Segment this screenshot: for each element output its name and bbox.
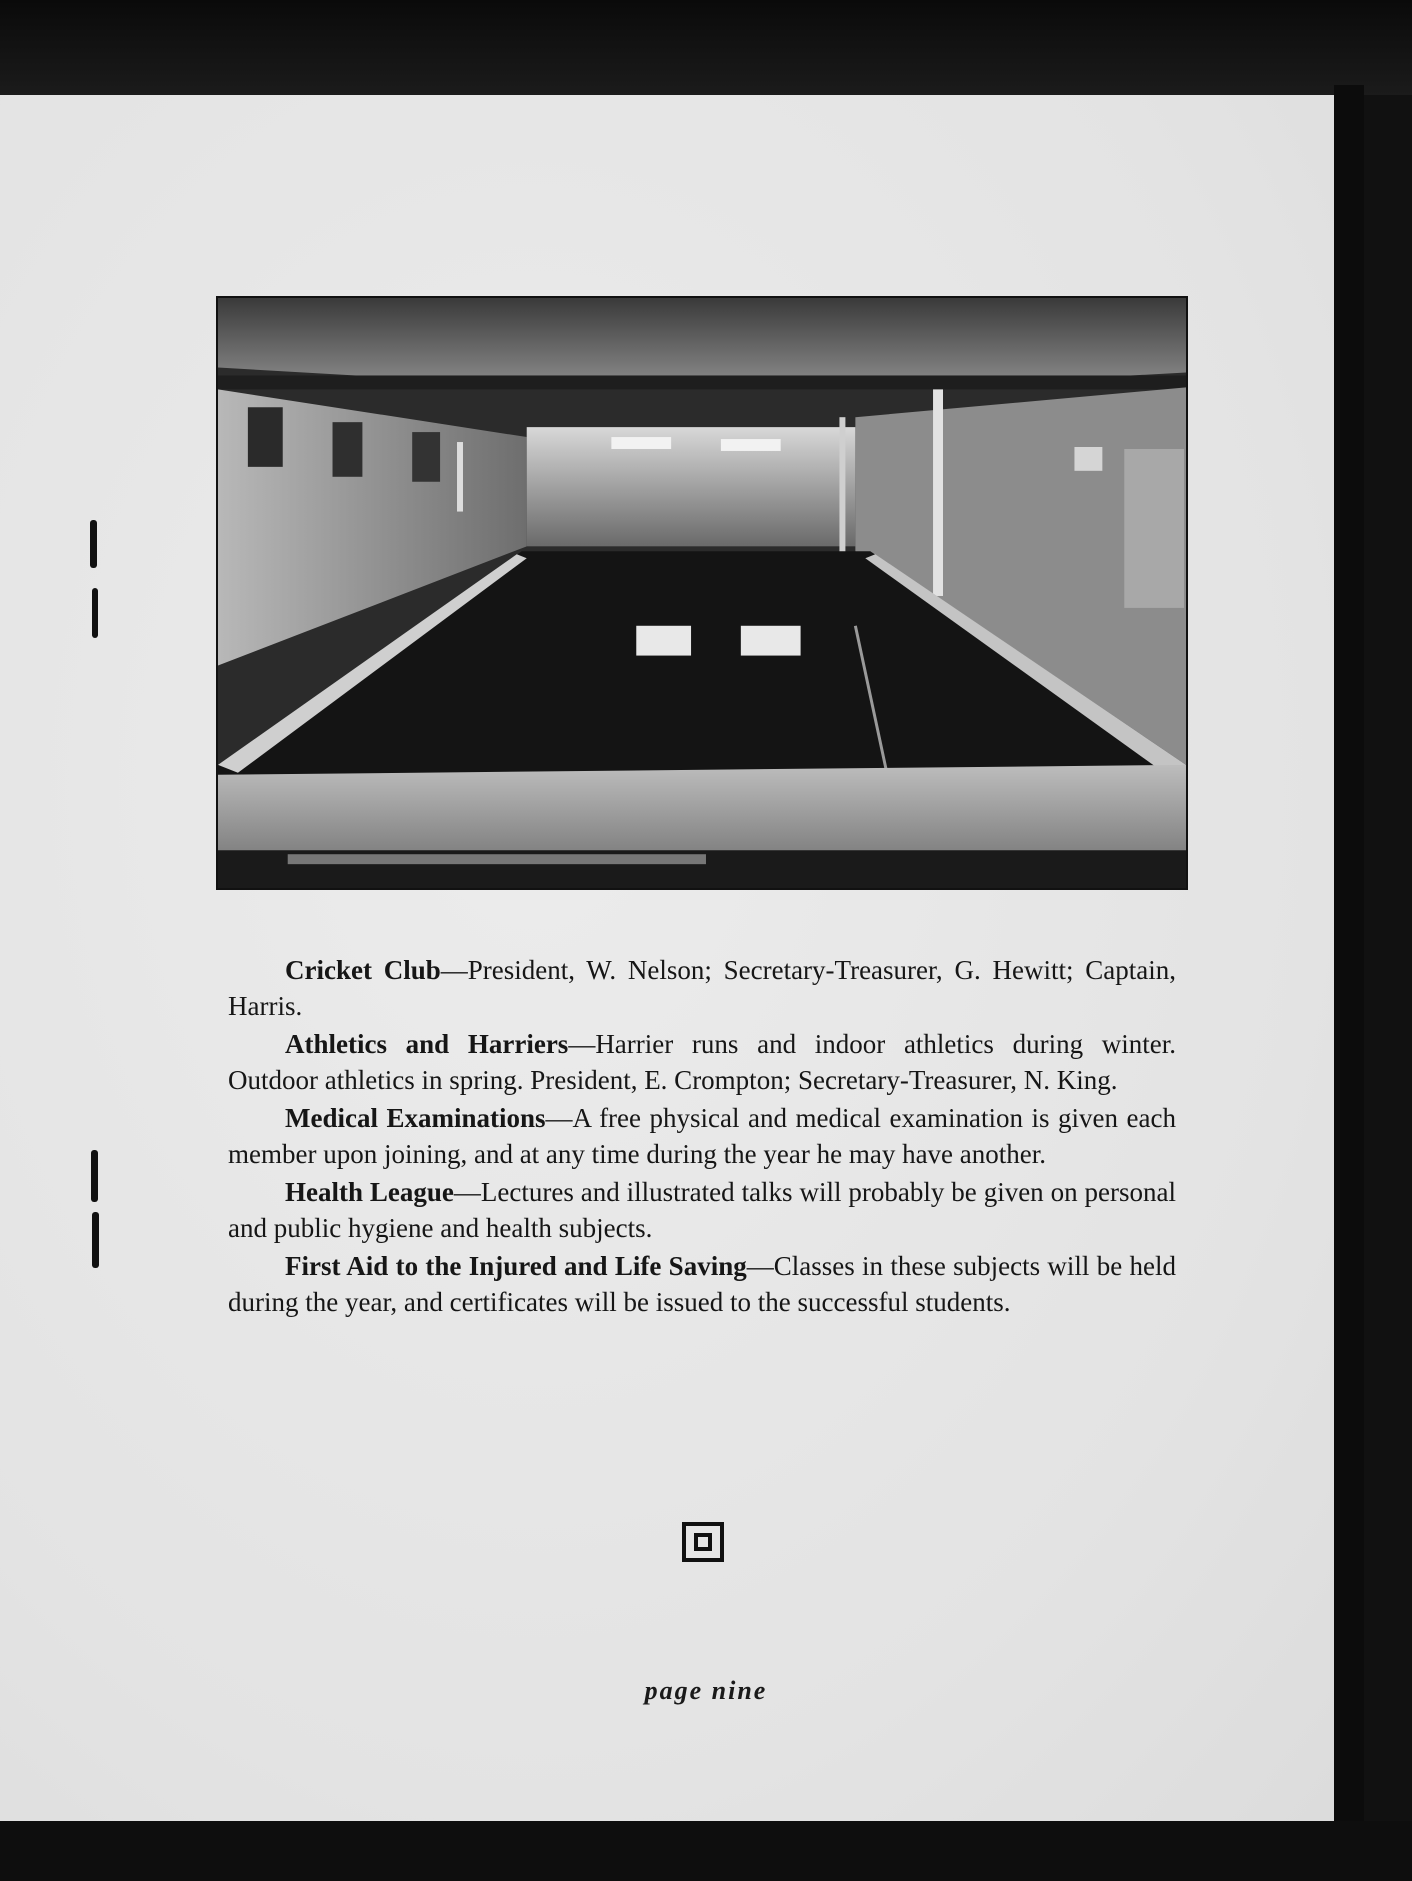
- paragraph-body: —A free physical and medical examination is given each member upon joining, and at any time during the year he may have another.: [228, 1103, 1176, 1169]
- scan-top-border: [0, 0, 1412, 95]
- paragraph-body: —Lectures and illustrated talks will probably be given on personal and public hygiene and health subjects.: [228, 1177, 1176, 1243]
- paragraph-body: —President, W. Nelson; Secretary-Treasurer, G. Hewitt; Captain, Harris.: [228, 955, 1176, 1021]
- paragraph-heading: Cricket Club: [285, 955, 441, 985]
- square-ornament-icon: [682, 1522, 724, 1562]
- binding-mark: [92, 1212, 99, 1268]
- paragraph-first-aid: [228, 1248, 1176, 1320]
- paragraph-body: —Harrier runs and indoor athletics during winter. Outdoor athletics in spring. President, E. Crompton; Secretary-Treasurer, N. King.: [228, 1029, 1176, 1095]
- paragraph-heading: Health League: [285, 1177, 454, 1207]
- paragraph-medical-examinations: [228, 1100, 1176, 1172]
- binding-mark: [92, 588, 98, 638]
- page-number: page nine: [644, 1676, 768, 1705]
- body-text: [228, 952, 1176, 1322]
- paragraph-heading: Athletics and Harriers: [285, 1029, 569, 1059]
- paragraph-cricket-club: [228, 952, 1176, 1024]
- square-ornament-inner: [694, 1533, 712, 1551]
- binding-mark: [91, 1150, 98, 1202]
- paragraph-heading: First Aid to the Injured and Life Saving: [285, 1251, 747, 1281]
- swimming-pool-photo: [216, 296, 1188, 890]
- paragraph-athletics-harriers: [228, 1026, 1176, 1098]
- page-edge-shadow: [1334, 85, 1364, 1830]
- scan-bottom-border: [0, 1821, 1412, 1881]
- binding-mark: [90, 520, 97, 568]
- paragraph-body: —Classes in these subjects will be held during the year, and certificates will be issued to the successful students.: [228, 1251, 1176, 1317]
- paragraph-heading: Medical Examinations: [285, 1103, 546, 1133]
- paragraph-health-league: [228, 1174, 1176, 1246]
- pool-image-icon: [218, 298, 1186, 888]
